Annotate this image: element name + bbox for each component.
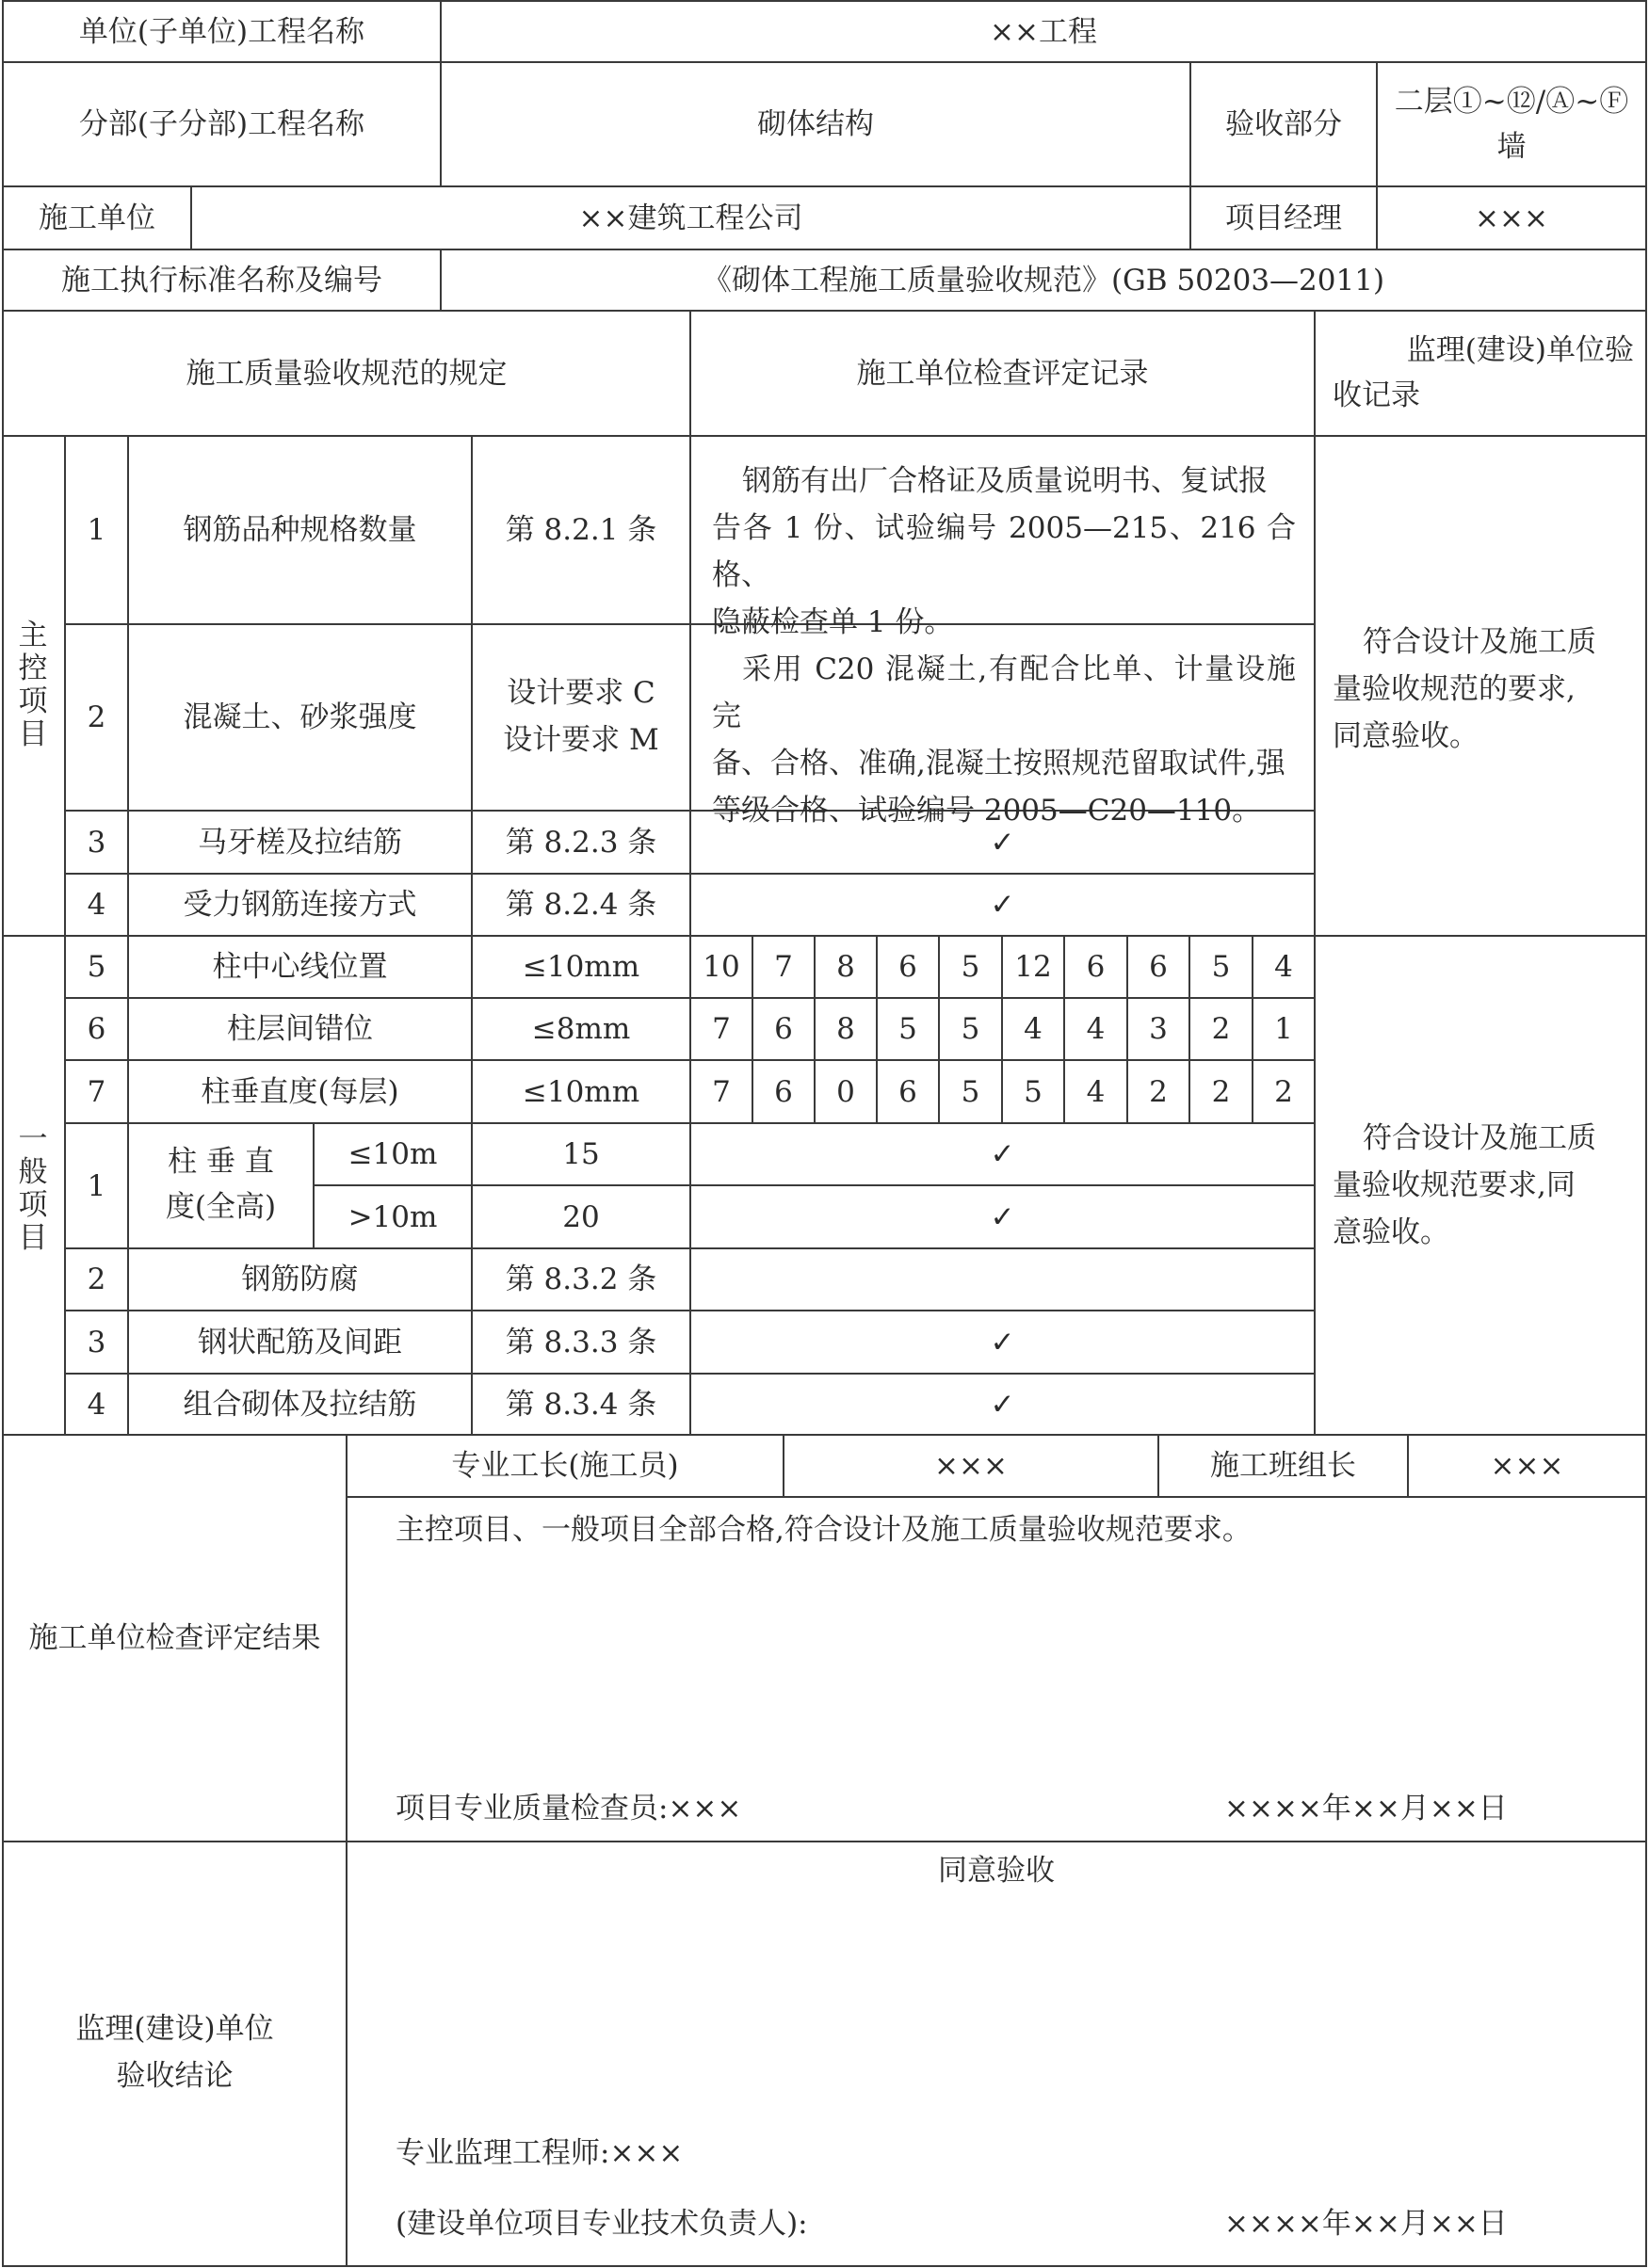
check-mark: ✓: [990, 1387, 1015, 1422]
sub-project-label: 分部(子分部)工程名称: [78, 107, 365, 141]
supervisor-conclusion-label: 监理(建设)单位 验收结论: [75, 2012, 274, 2093]
quality-inspector: 项目专业质量检查员:×××: [396, 1792, 742, 1826]
check-mark: ✓: [990, 1325, 1015, 1359]
team-leader-value: ×××: [1490, 1449, 1564, 1483]
foreman-value: ×××: [934, 1449, 1008, 1483]
unit-project-value: ××工程: [990, 14, 1097, 49]
foreman-label: 专业工长(施工员): [451, 1449, 679, 1483]
unit-project-label: 单位(子单位)工程名称: [78, 14, 365, 49]
contractor-conclusion: 主控项目、一般项目全部合格,符合设计及施工质量验收规范要求。: [396, 1513, 1252, 1547]
contractor-value: ××建筑工程公司: [578, 201, 803, 235]
supervisor-column-header: 监理(建设)单位验 收记录: [1333, 333, 1634, 412]
sub-project-value: 砌体结构: [757, 107, 874, 141]
owner-representative: (建设单位项目专业技术负责人):: [396, 2207, 808, 2241]
check-mark: ✓: [990, 1199, 1015, 1234]
team-leader-label: 施工班组长: [1210, 1449, 1356, 1483]
contractor-result-label: 施工单位检查评定结果: [28, 1621, 321, 1655]
check-mark: ✓: [990, 1137, 1015, 1171]
supervisor-date: ××××年××月××日: [1224, 2207, 1508, 2241]
standard-label: 施工执行标准名称及编号: [61, 263, 382, 298]
manager-value: ×××: [1475, 201, 1548, 235]
general-group-label: 一 般 项 目: [18, 1122, 48, 1255]
general-group-opinion: 符合设计及施工质 量验收规范要求,同 意验收。: [1333, 1121, 1596, 1249]
supervising-engineer: 专业监理工程师:×××: [396, 2136, 684, 2170]
spec-column-header: 施工质量验收规范的规定: [186, 356, 508, 391]
supervisor-conclusion-text: 同意验收: [938, 1854, 1055, 1888]
check-mark: ✓: [990, 825, 1015, 860]
check-mark: ✓: [990, 888, 1015, 922]
standard-value: 《砌体工程施工质量验收规范》(GB 50203—2011): [702, 263, 1385, 298]
acceptance-record-sheet: 单位(子单位)工程名称 ××工程 分部(子分部)工程名称 砌体结构 验收部分 二层①~⑫/Ⓐ~Ⓕ 墙 施工单位 ××建筑工程公司 项目经理 ××× 施工执行标准名称及编号 《砌体工程施工质量验收规范》(GB 50203—2011) 施工质量验收规范的规定 施工单位检查评定记录 监理(建设)单位验 收记录 主 控 项 目 1 钢筋品种规格数量 第 8.2.1 条 钢筋有出厂合格证及质量说明书、复试报 告各 1 份、试验编号 2005—215、216 合格、 隐蔽检查单 1 份。 2 混凝土、砂浆强度 设计要求 C 设计要求 M 采用 C20 混凝土,有配合比单、计量设施完 备、合格、准确,混凝土按照规范留取试件,强 等级合格、试验编号 2005—C20—110。 3 马牙槎及拉结筋 第 8.2.3 条 ✓ 4 受力钢筋连接方式 第 8.2.4 条 ✓ 符合设计及施工质 量验收规范的要求, 同意验收。 一 般 项 目 5 柱中心线位置 ≤10mm 10 7 8 6 5 12 6 6 5 4 6 柱层间错位 ≤8mm 7 6 8 5 5 4 4 3 2 1 7 柱垂直度(每层) ≤10mm 7 6 0 6 5 5 4 2 2 2 1 柱 垂 直 度(全高) ≤10m 15 ✓ >10m 20 ✓ 2 钢筋防腐 第 8.3.2 条 3 钢状配筋及间距 第 8.3.3 条 ✓ 4 组合砌体及拉结筋 第 8.3.4 条 ✓ 符合设计及施工质 量验收规范要求,同 意验收。 施工单位检查评定结果 专业工长(施工员) ××× 施工班组长 ××× 主控项目、一般项目全部合格,符合设计及施工质量验收规范要求。 项目专业质量检查员:××× ××××年××月××日 监理(建设)单位 验收结论 同意验收 专业监理工程师:××× (建设单位项目专业技术负责人): ××××年××月××日: [0, 0, 1649, 2268]
acceptance-part-label: 验收部分: [1225, 107, 1342, 141]
acceptance-part-value: 二层①~⑫/Ⓐ~Ⓕ 墙: [1394, 85, 1629, 164]
contractor-date: ××××年××月××日: [1224, 1792, 1508, 1826]
contractor-label: 施工单位: [39, 201, 155, 235]
main-group-label: 主 控 项 目: [18, 619, 48, 751]
record-column-header: 施工单位检查评定记录: [856, 356, 1149, 391]
manager-label: 项目经理: [1225, 201, 1342, 235]
main-group-opinion: 符合设计及施工质 量验收规范的要求, 同意验收。: [1333, 625, 1596, 753]
